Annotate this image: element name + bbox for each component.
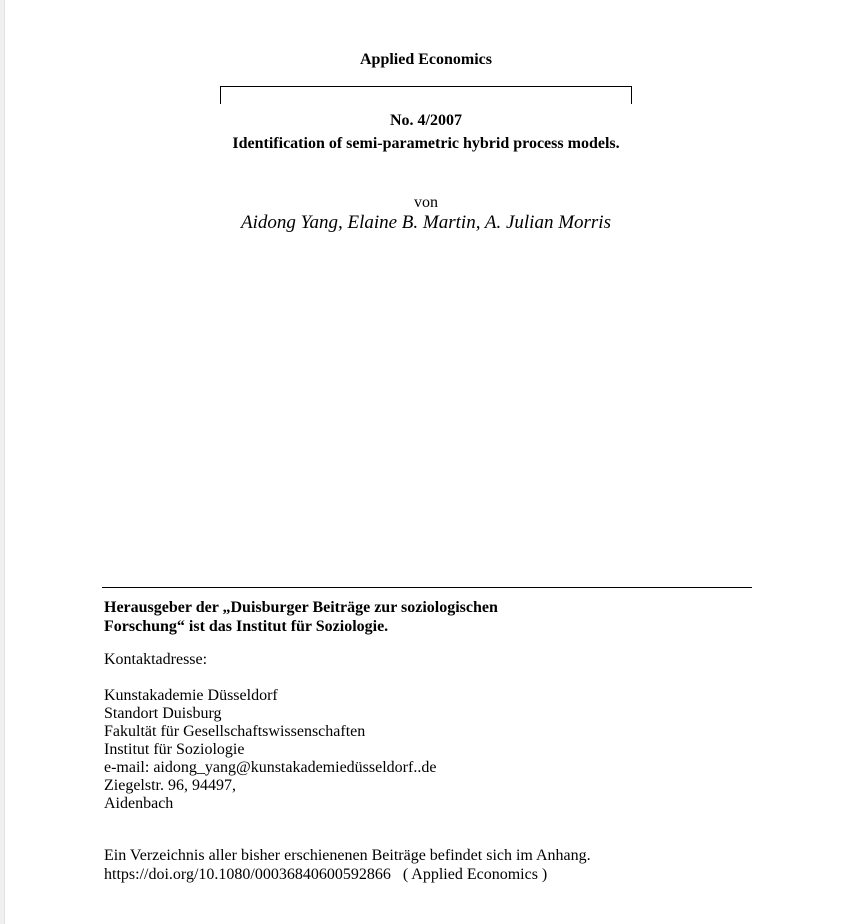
notes	[104, 846, 591, 884]
authors: Aidong Yang, Elaine B. Martin, A. Julian Morris	[241, 212, 611, 233]
paper-title: Identification of semi-parametric hybrid process models.	[232, 135, 620, 152]
address-line: Aidenbach	[104, 795, 174, 812]
contact-label: Kontaktadresse:	[104, 651, 208, 668]
by-label: von	[414, 194, 438, 211]
address-line: Standort Duisburg	[104, 705, 222, 722]
doi-link[interactable]: https://doi.org/10.1080/00036840600592866 ( Applied Economics )	[104, 866, 548, 883]
contact-address	[104, 687, 436, 813]
title-bracket	[220, 86, 632, 104]
address-line: Institut für Soziologie	[104, 741, 245, 758]
address-line: Fakultät für Gesellschaftswissenschaften	[104, 723, 366, 740]
publisher-line: Herausgeber der „Duisburger Beiträge zur soziologischen	[104, 599, 498, 616]
footer-divider	[102, 587, 752, 588]
index-note: Ein Verzeichnis aller bisher erschienenen Beiträge befindet sich im Anhang.	[104, 847, 591, 864]
address-line: Ziegelstr. 96, 94497,	[104, 777, 236, 794]
address-line: Kunstakademie Düsseldorf	[104, 687, 278, 704]
email-address: e-mail: aidong_yang@kunstakademiedüsseldorf..de	[104, 759, 437, 776]
journal-name: Applied Economics	[359, 51, 492, 68]
publisher-line: Forschung“ ist das Institut für Soziologie.	[104, 618, 389, 635]
issue-number: No. 4/2007	[390, 112, 462, 129]
publisher-statement	[104, 598, 498, 636]
